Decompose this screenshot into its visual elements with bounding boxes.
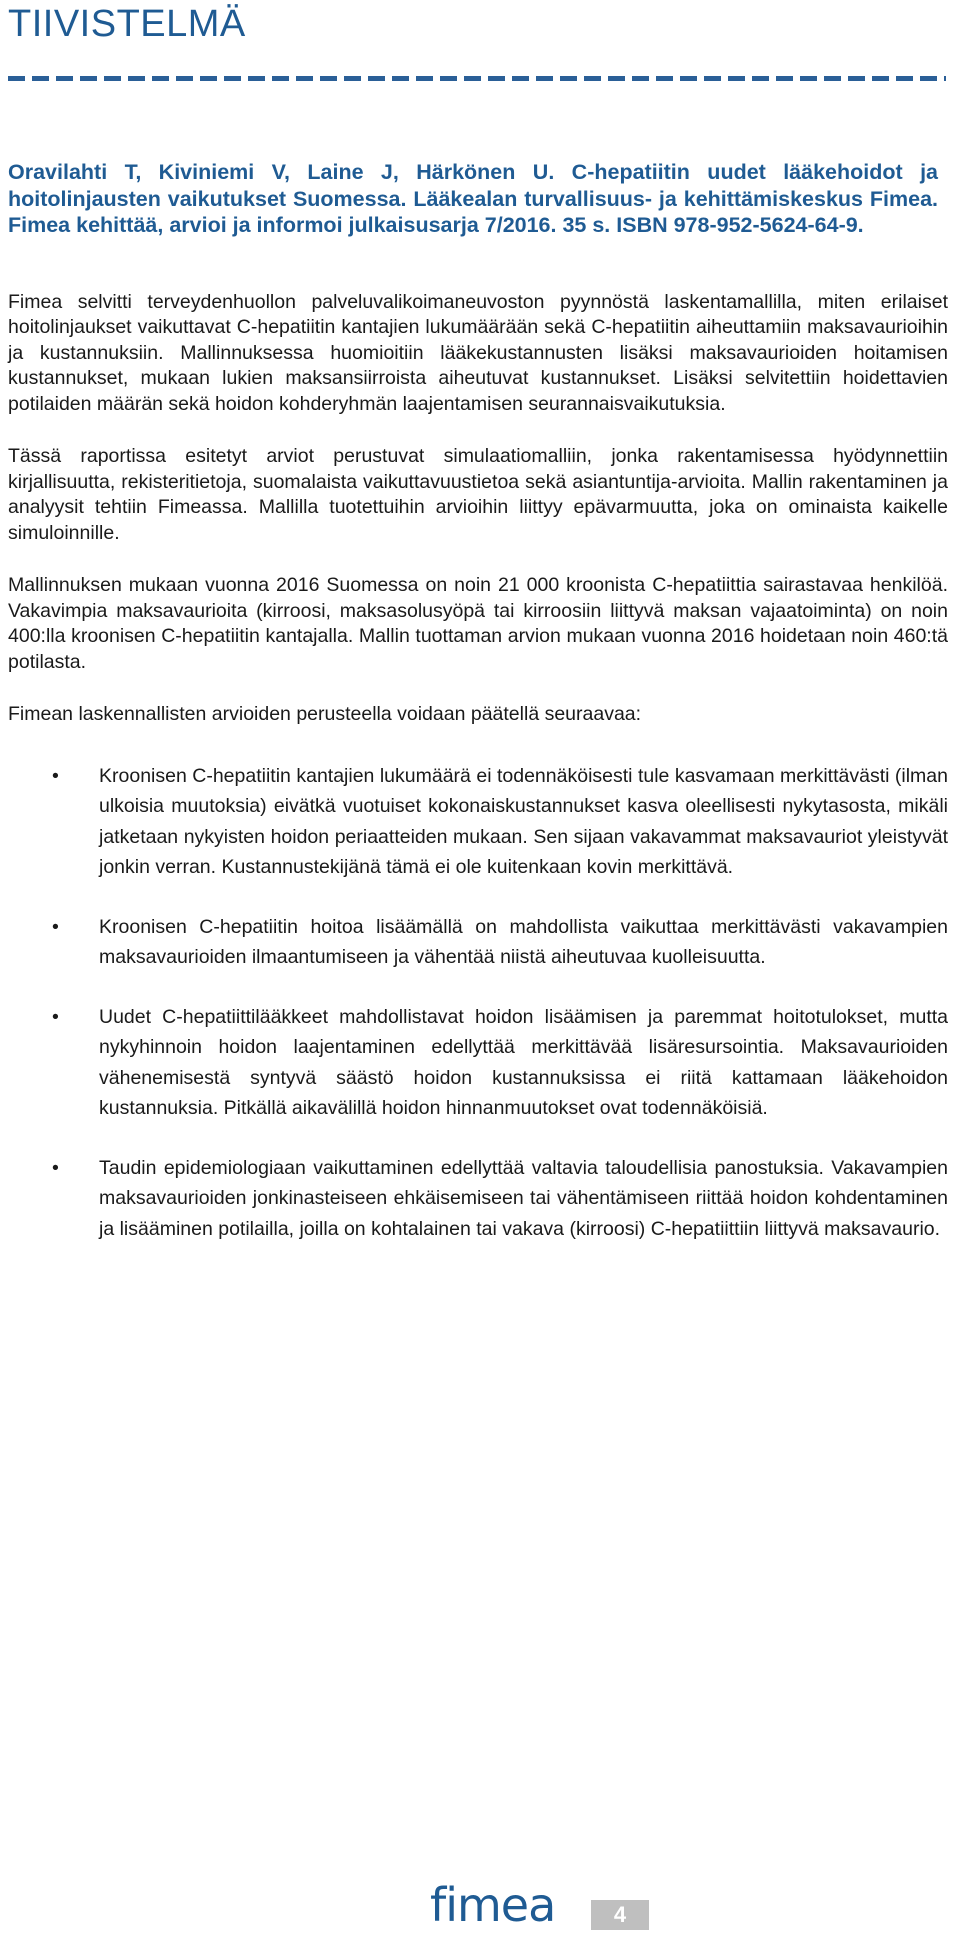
body-paragraph: Tässä raportissa esitetyt arviot perustuvat simulaatiomalliin, jonka rakentamisessa hyödynnettiin kirjallisuutta, rekisteritietoja, suomalaista vaikuttavuustietoa sekä asiantuntija-arvioita. Mallin rakentaminen ja analyysit tehtiin Fimeassa. Mallilla tuotettuihin arvioihin liittyy epävarmuutta, joka on ominaista kaikelle simuloinnille. <box>8 445 948 544</box>
list-item-text: Kroonisen C-hepatiitin kantajien lukumäärä ei todennäköisesti tule kasvamaan merkittävästi (ilman ulkoisia muutoksia) eivätkä vuotuiset kokonaiskustannukset kasva oleellisesti nykytasosta, mikäli jatketaan nykyisten hoidon periaatteiden mukaan. Sen sijaan vakavammat maksavauriot yleistyvät jonkin verran. Kustannustekijänä tämä ei ole kuitenkaan kovin merkittävä. <box>99 764 948 878</box>
bullet-icon: • <box>52 1156 59 1179</box>
fimea-logo <box>430 1878 562 1934</box>
body-paragraph: Mallinnuksen mukaan vuonna 2016 Suomessa on noin 21 000 kroonista C-hepatiittia sairastavaa henkilöä. Vakavimpia maksavaurioita (kirroosi, maksasolusyöpä tai kirroosiin liittyvä maksan vajaatoiminta) on noin 400:lla kroonisen C-hepatiitin kantajalla. Mallin tuottaman arvion mukaan vuonna 2016 hoidetaan noin 460:tä potilasta. <box>8 574 948 673</box>
page-title: TIIVISTELMÄ <box>8 3 246 45</box>
page-number-badge: 4 <box>591 1900 649 1930</box>
list-item-text: Kroonisen C-hepatiitin hoitoa lisäämällä on mahdollista vaikuttaa merkittävästi vakavampien maksavaurioiden ilmaantumiseen ja vähentää niistä aiheutuvaa kuolleisuutta. <box>99 915 948 968</box>
bullet-icon: • <box>52 1005 59 1028</box>
list-item <box>8 1002 948 1124</box>
page-footer <box>0 1878 960 1938</box>
bullet-icon: • <box>52 764 59 787</box>
list-item <box>8 912 948 973</box>
list-item <box>8 761 948 883</box>
fimea-logo-text: fimea <box>430 1878 556 1932</box>
list-item-text: Uudet C-hepatiittilääkkeet mahdollistavat hoidon lisäämisen ja paremmat hoitotulokset, mutta nykyhinnoin hoidon laajentaminen edellyttää merkittävää lisäresursointia. Maksavaurioiden vähenemisestä syntyvä säästö hoidon kustannuksissa ei riitä kattamaan lääkehoidon kustannuksia. Pitkällä aikavälillä hoidon hinnanmuutokset ovat todennäköisiä. <box>99 1005 948 1119</box>
conclusions-intro: Fimean laskennallisten arvioiden perusteella voidaan päätellä seuraavaa: <box>8 703 642 725</box>
list-item-text: Taudin epidemiologiaan vaikuttaminen edellyttää valtavia taloudellisia panostuksia. Vakavampien maksavaurioiden jonkinasteiseen ehkäisemiseen tai vähentämiseen riittää hoidon kohdentaminen ja lisääminen potilailla, joilla on kohtalainen tai vakava (kirroosi) C-hepatiittiin liittyvä maksavaurio. <box>99 1156 948 1240</box>
citation-block: Oravilahti T, Kiviniemi V, Laine J, Härkönen U. C-hepatiitin uudet lääkehoidot ja hoitolinjausten vaikutukset Suomessa. Lääkealan turvallisuus- ja kehittämiskeskus Fimea. Fimea kehittää, arvioi ja informoi julkaisusarja 7/2016. 35 s. ISBN 978-952-5624-64-9. <box>8 160 938 237</box>
conclusions-list <box>8 761 948 1245</box>
dashed-title-rule <box>8 76 946 81</box>
document-page <box>8 0 953 1273</box>
body-paragraph: Fimea selvitti terveydenhuollon palveluvalikoimaneuvoston pyynnöstä laskentamallilla, miten erilaiset hoitolinjaukset vaikuttavat C-hepatiitin kantajien lukumäärään sekä C-hepatiitin aiheuttamiin maksavaurioihin ja kustannuksiin. Mallinnuksessa huomioitiin lääkekustannusten lisäksi maksavaurioiden hoitamisen kustannukset, mukaan lukien maksansiirroista aiheutuvat kustannukset. Lisäksi selvitettiin hoidettavien potilaiden määrän sekä hoidon kohderyhmän laajentamisen seurannaisvaikutuksia. <box>8 290 948 415</box>
bullet-icon: • <box>52 915 59 938</box>
list-item <box>8 1153 948 1245</box>
